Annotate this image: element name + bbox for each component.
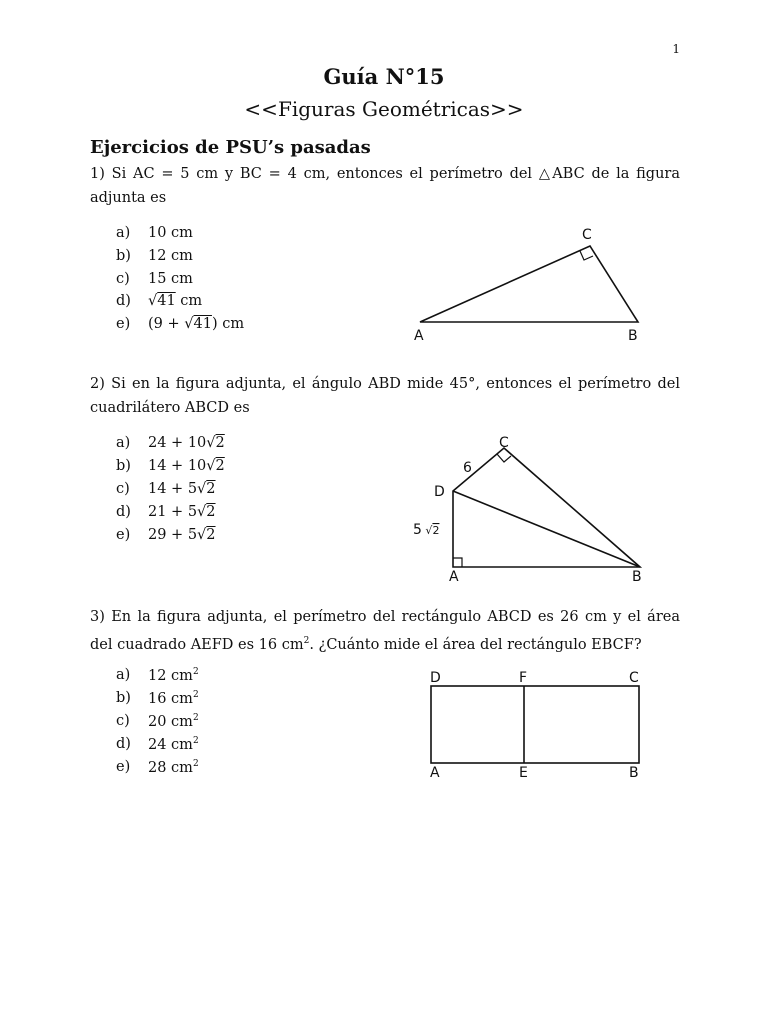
option-row: d) 21 + 5√2	[116, 504, 216, 520]
question-1-figure	[400, 220, 660, 345]
option-row: e) 29 + 5√2	[116, 527, 216, 543]
right-angle-mark	[580, 251, 593, 260]
option-row: b) 16 $cm^2$	[116, 690, 199, 707]
label-f: F	[519, 670, 528, 686]
rectangle-abcd	[431, 686, 639, 763]
quadrilateral-abcd	[453, 448, 640, 567]
label-ad-length: 5 √2	[413, 522, 440, 538]
option-row: c) 15 cm	[116, 271, 193, 287]
option-row: a) 12 $cm^2$	[116, 667, 199, 684]
option-row: a) 10 cm	[116, 225, 193, 241]
option-row: e) (9 + √41) cm	[116, 316, 245, 332]
right-angle-mark-a	[453, 558, 462, 567]
page-title: Guía N°15	[323, 64, 445, 89]
page-number: 1	[672, 42, 680, 56]
label-d: D	[434, 484, 445, 500]
section-heading: Ejercicios de PSU’s pasadas	[90, 137, 371, 158]
triangle-symbol: △	[538, 166, 553, 182]
question-1-text: 1) Si AC = 5 cm y BC = 4 cm, entonces el perímetro del △ABC de la figura adjunta es	[90, 166, 681, 206]
option-row: d) 24 $cm^2$	[116, 736, 199, 753]
label-a: A	[414, 328, 424, 344]
question-3-text: 3) En la figura adjunta, el perímetro del rectángulo ABCD es 26 cm y el área del cuadrado AEFD es 16 $cm^2$. ¿Cuánto mide el área del rectángulo EBCF?	[90, 609, 680, 653]
option-row: e) 28 $cm^2$	[116, 759, 199, 776]
label-dc-length: 6	[463, 460, 472, 476]
label-d: D	[430, 670, 441, 686]
label-b: B	[629, 765, 639, 781]
question-2-text: 2) Si en la figura adjunta, el ángulo ABD mide 45°, entonces el perímetro del cuadrilátero ABCD es	[90, 376, 680, 416]
triangle-abc	[420, 246, 638, 322]
option-row: b) 14 + 10√2	[116, 458, 225, 474]
label-b: B	[632, 569, 642, 585]
label-c: C	[629, 670, 639, 686]
option-row: d) √41 cm	[116, 293, 203, 309]
option-row: c) 20 $cm^2$	[116, 713, 199, 730]
label-b: B	[628, 328, 638, 344]
page-subtitle: <<Figuras Geométricas>>	[244, 97, 524, 121]
diagonal-db	[453, 491, 640, 567]
label-a: A	[430, 765, 440, 781]
option-row: b) 12 cm	[116, 248, 193, 264]
right-angle-mark-c	[497, 454, 511, 462]
question-2-figure	[400, 428, 660, 588]
label-c: C	[582, 227, 592, 243]
label-c: C	[499, 435, 509, 451]
option-row: c) 14 + 5√2	[116, 481, 216, 497]
option-row: a) 24 + 10√2	[116, 435, 225, 451]
label-e: E	[519, 765, 528, 781]
label-a: A	[449, 569, 459, 585]
question-3-figure	[420, 664, 660, 784]
